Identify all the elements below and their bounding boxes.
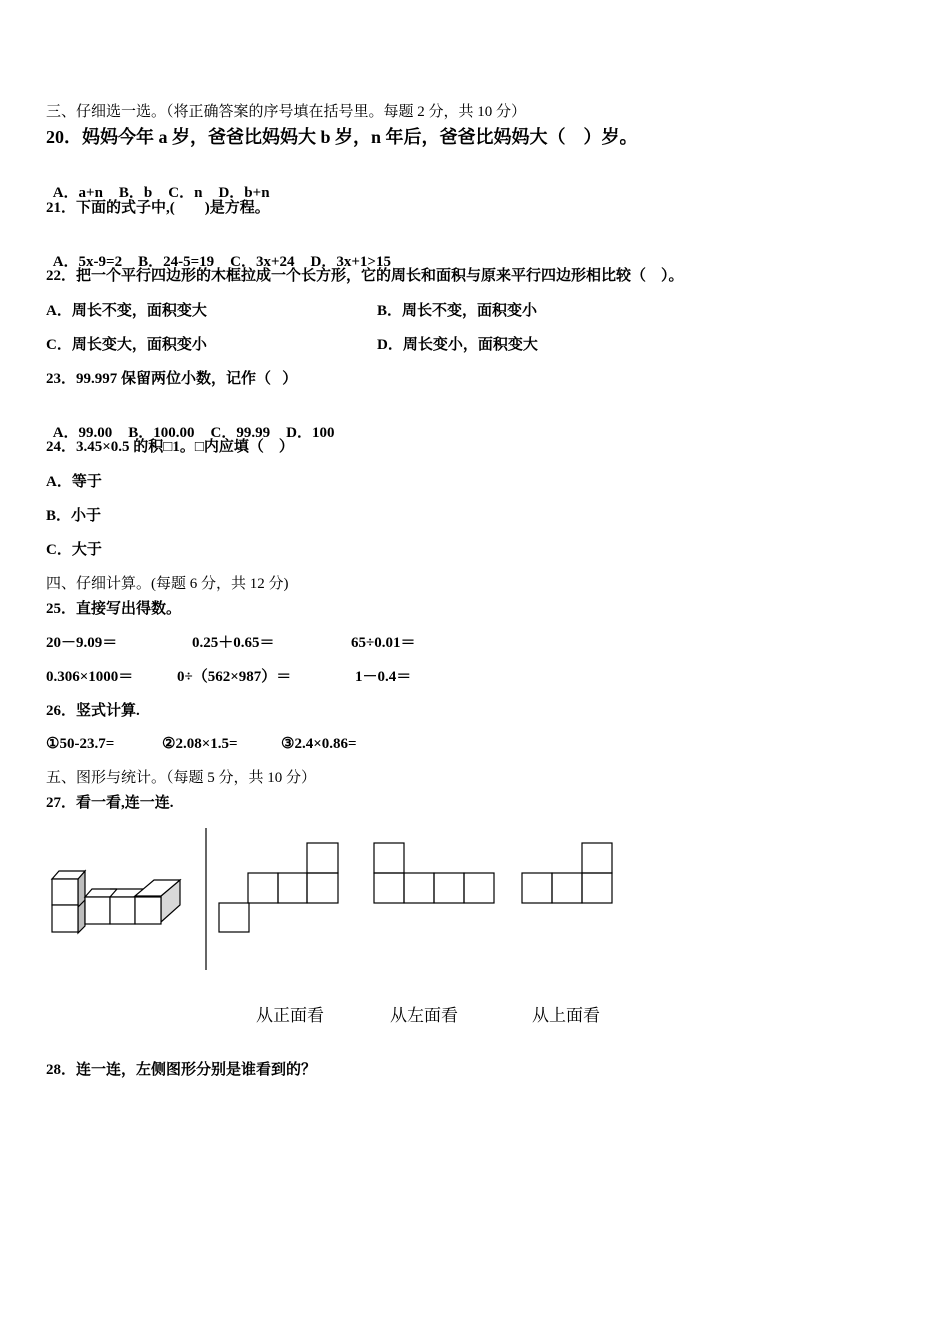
section-3-heading: 三、仔细选一选。（将正确答案的序号填在括号里。每题 2 分，共 10 分） xyxy=(46,104,527,120)
q26-stem: 26．竖式计算. xyxy=(46,703,140,719)
q25-row2-item2: 0÷（562×987）＝ xyxy=(177,669,292,685)
q20-stem: 20．妈妈今年 a 岁，爸爸比妈妈大 b 岁，n 年后，爸爸比妈妈大（ ）岁。 xyxy=(46,127,638,147)
view-drawing-3 xyxy=(522,843,612,903)
q21-stem: 21．下面的式子中,( )是方程。 xyxy=(46,200,270,216)
q23-option-c[interactable]: C．99.99 xyxy=(210,425,271,441)
q22-option-a[interactable]: A．周长不变，面积变大 xyxy=(46,303,207,319)
q27-stem: 27．看一看,连一连. xyxy=(46,795,174,811)
q26-item1: ①50-23.7= xyxy=(46,736,115,752)
q26-item2: ②2.08×1.5= xyxy=(162,736,238,752)
section-5-heading: 五、图形与统计。（每题 5 分，共 10 分） xyxy=(46,770,317,786)
q22-option-b[interactable]: B．周长不变，面积变小 xyxy=(377,303,538,319)
q21-option-a[interactable]: A．5x-9=2 xyxy=(52,254,123,270)
q20-option-c[interactable]: C．n xyxy=(168,185,203,201)
q20-option-b[interactable]: B．b xyxy=(118,185,153,201)
section-4-heading: 四、仔细计算。(每题 6 分，共 12 分) xyxy=(46,576,289,592)
view-drawing-1 xyxy=(219,843,338,932)
q24-option-a[interactable]: A．等于 xyxy=(46,474,102,490)
q25-stem: 25．直接写出得数。 xyxy=(46,601,182,617)
q25-row2-item3: 1－0.4＝ xyxy=(355,669,412,685)
caption-front-view: 从正面看 xyxy=(256,1006,324,1026)
q24-option-b[interactable]: B．小于 xyxy=(46,508,102,524)
q21-option-d[interactable]: D．3x+1>15 xyxy=(310,254,391,270)
q20-option-a[interactable]: A．a+n xyxy=(52,185,103,201)
q22-option-c[interactable]: C．周长变大，面积变小 xyxy=(46,337,207,353)
q25-row1-item1: 20－9.09＝ xyxy=(46,635,118,651)
q24-stem: 24．3.45×0.5 的积□1。□内应填（ ） xyxy=(46,439,294,455)
q22-stem: 22．把一个平行四边形的木框拉成一个长方形，它的周长和面积与原来平行四边形相比较（ ）。 xyxy=(46,268,684,284)
cube-stack-drawing xyxy=(52,871,180,933)
q21-option-b[interactable]: B．24-5=19 xyxy=(138,254,215,270)
q22-option-d[interactable]: D．周长变小，面积变大 xyxy=(377,337,538,353)
q21-option-c[interactable]: C．3x+24 xyxy=(230,254,295,270)
q20-option-d[interactable]: D．b+n xyxy=(218,185,270,201)
q23-option-d[interactable]: D．100 xyxy=(286,425,335,441)
q28-stem: 28．连一连，左侧图形分别是谁看到的？ xyxy=(46,1062,317,1078)
q26-item3: ③2.4×0.86= xyxy=(281,736,357,752)
q25-row2-item1: 0.306×1000＝ xyxy=(46,669,134,685)
q23-stem: 23．99.997 保留两位小数，记作（ ） xyxy=(46,371,298,387)
q25-row1-item2: 0.25＋0.65＝ xyxy=(192,635,275,651)
caption-top-view: 从上面看 xyxy=(532,1006,600,1026)
q24-option-c[interactable]: C．大于 xyxy=(46,542,102,558)
view-drawing-2 xyxy=(374,843,494,903)
q23-option-a[interactable]: A．99.00 xyxy=(52,425,113,441)
q23-option-b[interactable]: B．100.00 xyxy=(128,425,195,441)
q25-row1-item3: 65÷0.01＝ xyxy=(351,635,416,651)
caption-left-view: 从左面看 xyxy=(390,1006,458,1026)
